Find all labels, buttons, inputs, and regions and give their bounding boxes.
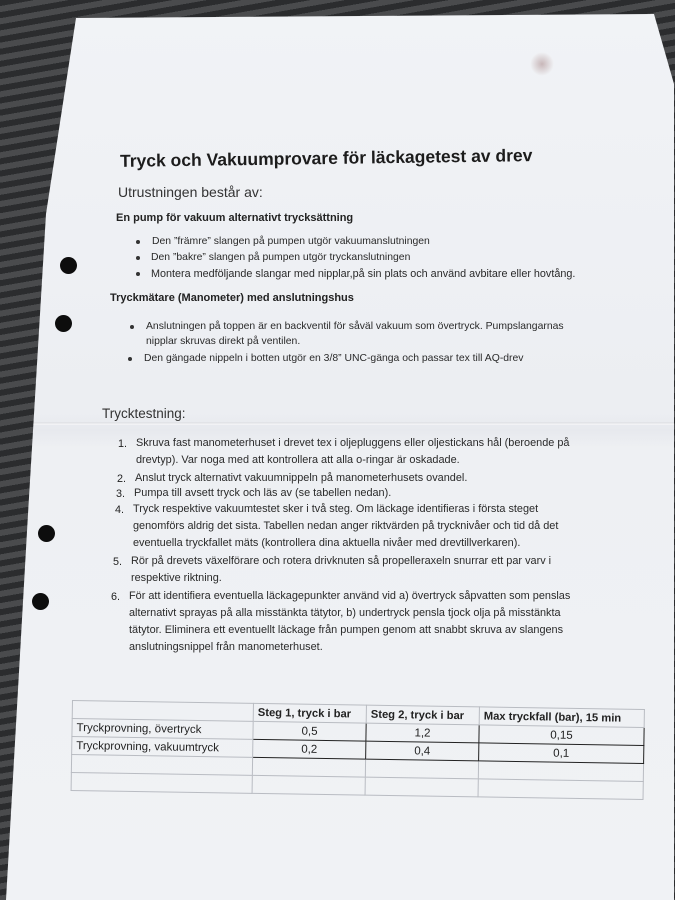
step-line: Anslut tryck alternativt vakuumnippeln på manometerhusets ovandel. xyxy=(135,472,468,484)
table-header-cell: Steg 2, tryck i bar xyxy=(366,705,479,725)
table-cell-empty xyxy=(71,772,252,793)
punch-hole xyxy=(60,257,77,274)
section-heading-gauge: Tryckmätare (Manometer) med anslutningshus xyxy=(110,292,354,304)
table-cell: 1,2 xyxy=(366,723,479,743)
pressure-table xyxy=(71,700,645,800)
step-line: drevtyp). Var noga med att kontrollera att alla o-ringar är oskadade. xyxy=(136,454,460,466)
step-number: 4. xyxy=(115,504,125,516)
table-cell: 0,15 xyxy=(479,725,644,746)
gauge-item-line: Den gängade nippeln i botten utgör en 3/8” UNC-gänga och passar tex till AQ-drev xyxy=(144,353,524,364)
table-cell-empty xyxy=(478,779,643,800)
table-cell: 0,1 xyxy=(479,743,644,764)
bullet xyxy=(136,272,140,276)
table-cell-label: Tryckprovning, övertryck xyxy=(72,719,253,740)
pump-item: Den ”bakre” slangen på pumpen utgör tryckanslutningen xyxy=(151,252,411,263)
bullet xyxy=(130,325,134,329)
paper-fold xyxy=(6,422,674,425)
table-cell-empty xyxy=(365,759,478,779)
step-number: 2. xyxy=(117,473,127,485)
table-cell-empty xyxy=(252,775,365,795)
step-number: 1. xyxy=(118,438,128,450)
step-line: tätytor. Eliminera ett eventuellt läckage från pumpen genom att snabbt skruva av slangens xyxy=(129,624,564,636)
step-line: alternativt sprayas på alla misstänkta tätytor, b) undertryck pensla tjock olja på misstänkta xyxy=(129,607,561,619)
step-line: genomförs aldrig det sista. Tabellen nedan anger riktvärden på trycknivåer och tid då det xyxy=(133,520,559,532)
table-cell: 0,4 xyxy=(366,741,479,761)
section-heading-pump: En pump för vakuum alternativt trycksättning xyxy=(116,212,354,224)
gauge-item-line: Anslutningen på toppen är en backventil för såväl vakuum som övertryck. Pumpslangarnas xyxy=(146,321,564,332)
table-cell: 0,5 xyxy=(253,721,366,741)
table-cell-empty xyxy=(252,757,365,777)
punch-hole xyxy=(38,525,55,542)
step-number: 5. xyxy=(113,556,123,568)
bullet xyxy=(136,256,140,260)
intro-text: Utrustningen består av: xyxy=(118,184,263,200)
table-header-cell: Max tryckfall (bar), 15 min xyxy=(479,707,644,728)
bullet xyxy=(136,240,140,244)
table-cell: 0,2 xyxy=(253,739,366,759)
pump-item: Den ”främre” slangen på pumpen utgör vakuumanslutningen xyxy=(152,236,430,247)
punch-hole xyxy=(55,315,72,332)
step-line: Skruva fast manometerhuset i drevet tex i oljepluggens eller oljestickans hål (beroende på xyxy=(136,437,570,449)
step-line: eventuella tryckfallet mäts (kontrollera dina aktuella nivåer med drevtillverkaren). xyxy=(133,537,521,549)
paper-stain xyxy=(530,52,554,76)
step-line: Rör på drevets växelförare och rotera drivknuten så propelleraxeln snurrar ett par varv i xyxy=(131,555,552,567)
step-number: 6. xyxy=(111,591,121,603)
table-cell-label: Tryckprovning, vakuumtryck xyxy=(72,737,253,758)
pump-item: Montera medföljande slangar med nipplar,på sin plats och använd avbitare eller hovtång. xyxy=(151,268,576,280)
step-line: Pumpa till avsett tryck och läs av (se tabellen nedan). xyxy=(134,487,392,499)
gauge-item-line: nipplar skruvas direkt på ventilen. xyxy=(146,336,301,347)
test-heading: Trycktestning: xyxy=(102,406,186,421)
step-line: För att identifiera eventuella läckagepunkter använd vid a) övertryck såpvatten som penslas xyxy=(129,590,571,602)
table-header-cell: Steg 1, tryck i bar xyxy=(253,703,366,723)
step-line: respektive riktning. xyxy=(131,572,222,584)
document-title: Tryck och Vakuumprovare för läckagetest av drev xyxy=(119,145,533,171)
step-line: anslutningsnippel från manometerhuset. xyxy=(129,641,323,653)
punch-hole xyxy=(32,593,49,610)
table-cell-empty xyxy=(365,777,478,797)
step-number: 3. xyxy=(116,488,126,500)
bullet xyxy=(128,357,132,361)
step-line: Tryck respektive vakuumtestet sker i två steg. Om läckage identifieras i första steget xyxy=(133,503,539,515)
